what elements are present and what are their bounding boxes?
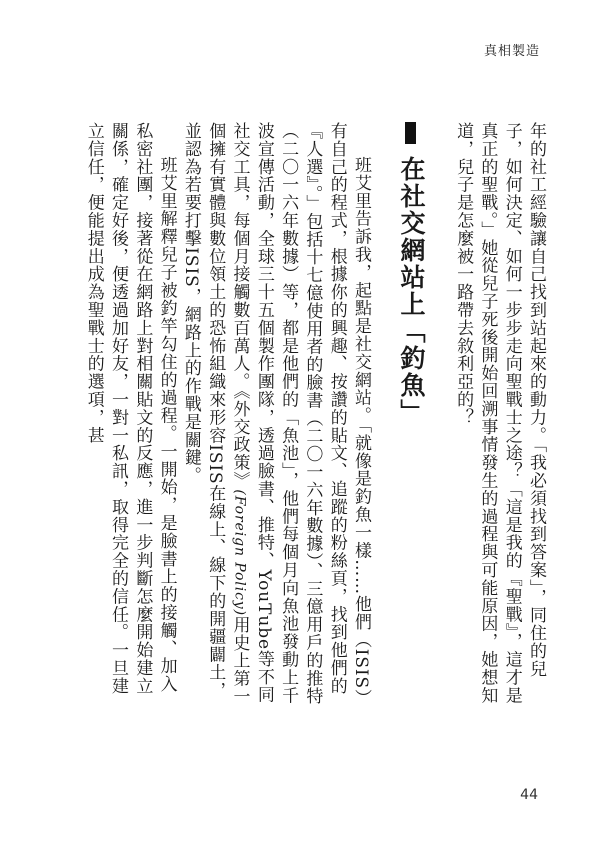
paragraph-2-tail: 用史上第一個擁有實體與數位領土的恐怖組織來形容ISIS在線上、線下的開疆闢土，並認為若要打擊ISIS，網路上的作戰是關鍵。: [180, 122, 250, 706]
body-text: [83, 122, 373, 708]
section-heading-column: [390, 122, 432, 522]
running-header: 真相製造: [483, 44, 540, 59]
page-number: 44: [520, 787, 538, 803]
paragraph-2-text: 班艾里告訴我，起點是社交網站。「就像是釣魚一樣……他們（ISIS）有自己的程式，根據你的興趣、按讚的貼文、追蹤的粉絲頁，找到他們的『人選』。」包括十七億使用者的臉書（二〇一六年數據）、三億用戶的推特（二〇一六年數據）等，都是他們的「魚池」，他們每個月向魚池發動上千波宣傳活動，全球三十五個製作團隊，透過臉書、推特、YouTube等不同社交工具，每個月接觸數百萬人。《外交政策》: [229, 122, 371, 707]
paragraph-3: 班艾里解釋兒子被釣竿勾住的過程。一開始，是臉書上的接觸、加入私密社團，接著從在網路上對相關貼文的反應，進一步判斷怎麼開始建立關係，確定好後，便透過加好友，一對一私訊，取得完全的信任。一旦建立信任，便能提出成為聖戰士的選項，甚: [83, 122, 177, 695]
continuation-paragraph: [453, 122, 548, 708]
paragraph-1: 年的社工經驗讓自己找到站起來的動力。「我必須找到答案」，同住的兒子，如何決定、如何一步步走向聖戰士之途？「這是我的『聖戰』，這才是真正的聖戰。」她從兒子死後開始回溯事情發生的過程與可能原因，她想知道，兒子是怎麼被一路帶去敘利亞的？: [453, 122, 546, 705]
foreign-policy-english: (Foreign Policy): [231, 489, 248, 616]
section-heading: 在社交網站上「釣魚」: [397, 156, 426, 426]
paragraph-2: [179, 122, 373, 708]
